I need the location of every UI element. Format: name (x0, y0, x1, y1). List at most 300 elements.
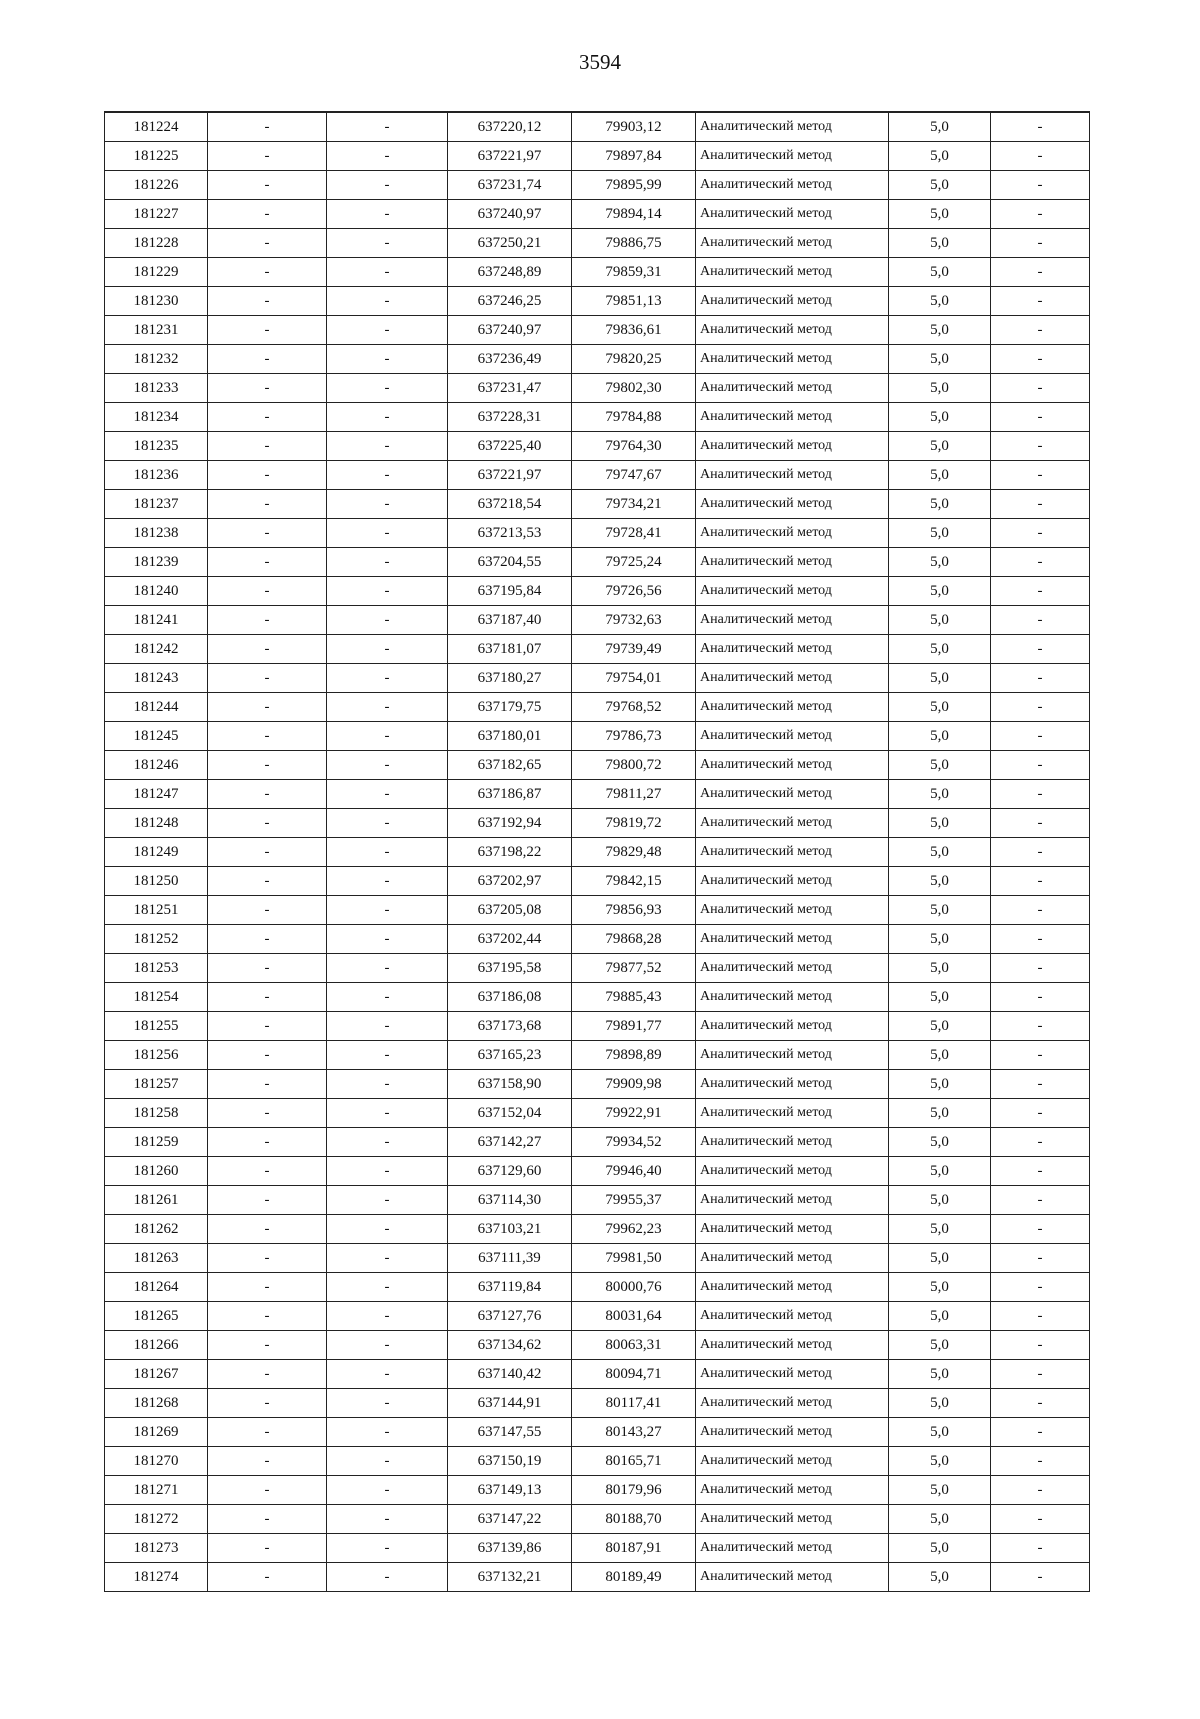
point-number-cell: 181265 (105, 1302, 208, 1331)
empty-cell-1: - (208, 1331, 327, 1360)
empty-cell-3: - (991, 1476, 1090, 1505)
method-cell: Аналитический метод (696, 867, 889, 896)
x-coordinate-cell: 637140,42 (448, 1360, 572, 1389)
empty-cell-3: - (991, 374, 1090, 403)
accuracy-cell: 5,0 (889, 200, 991, 229)
y-coordinate-cell: 79851,13 (572, 287, 696, 316)
y-coordinate-cell: 79802,30 (572, 374, 696, 403)
empty-cell-1: - (208, 258, 327, 287)
y-coordinate-cell: 79877,52 (572, 954, 696, 983)
table-row (105, 200, 1090, 229)
y-coordinate-cell: 79732,63 (572, 606, 696, 635)
table-row (105, 432, 1090, 461)
empty-cell-2: - (327, 112, 448, 142)
point-number-cell: 181242 (105, 635, 208, 664)
point-number-cell: 181227 (105, 200, 208, 229)
empty-cell-2: - (327, 171, 448, 200)
accuracy-cell: 5,0 (889, 983, 991, 1012)
empty-cell-1: - (208, 925, 327, 954)
method-cell: Аналитический метод (696, 1302, 889, 1331)
table-row (105, 635, 1090, 664)
table-row (105, 1012, 1090, 1041)
empty-cell-2: - (327, 1070, 448, 1099)
method-cell: Аналитический метод (696, 1447, 889, 1476)
point-number-cell: 181255 (105, 1012, 208, 1041)
y-coordinate-cell: 79886,75 (572, 229, 696, 258)
table-row (105, 1186, 1090, 1215)
empty-cell-2: - (327, 664, 448, 693)
table-row (105, 548, 1090, 577)
empty-cell-3: - (991, 954, 1090, 983)
method-cell: Аналитический метод (696, 1505, 889, 1534)
accuracy-cell: 5,0 (889, 1331, 991, 1360)
empty-cell-2: - (327, 722, 448, 751)
accuracy-cell: 5,0 (889, 577, 991, 606)
y-coordinate-cell: 80179,96 (572, 1476, 696, 1505)
empty-cell-2: - (327, 1186, 448, 1215)
empty-cell-3: - (991, 577, 1090, 606)
table-row (105, 1331, 1090, 1360)
empty-cell-3: - (991, 1215, 1090, 1244)
accuracy-cell: 5,0 (889, 1186, 991, 1215)
empty-cell-2: - (327, 1012, 448, 1041)
empty-cell-2: - (327, 142, 448, 171)
x-coordinate-cell: 637202,44 (448, 925, 572, 954)
empty-cell-2: - (327, 809, 448, 838)
empty-cell-1: - (208, 1186, 327, 1215)
y-coordinate-cell: 80063,31 (572, 1331, 696, 1360)
empty-cell-2: - (327, 287, 448, 316)
table-row (105, 838, 1090, 867)
point-number-cell: 181243 (105, 664, 208, 693)
empty-cell-3: - (991, 1563, 1090, 1592)
y-coordinate-cell: 79728,41 (572, 519, 696, 548)
method-cell: Аналитический метод (696, 112, 889, 142)
point-number-cell: 181249 (105, 838, 208, 867)
accuracy-cell: 5,0 (889, 1273, 991, 1302)
accuracy-cell: 5,0 (889, 1534, 991, 1563)
accuracy-cell: 5,0 (889, 374, 991, 403)
coordinates-table-body (105, 112, 1090, 1592)
x-coordinate-cell: 637150,19 (448, 1447, 572, 1476)
empty-cell-1: - (208, 1302, 327, 1331)
empty-cell-3: - (991, 229, 1090, 258)
empty-cell-1: - (208, 403, 327, 432)
x-coordinate-cell: 637231,74 (448, 171, 572, 200)
empty-cell-1: - (208, 722, 327, 751)
empty-cell-3: - (991, 1099, 1090, 1128)
accuracy-cell: 5,0 (889, 780, 991, 809)
empty-cell-3: - (991, 316, 1090, 345)
table-row (105, 1099, 1090, 1128)
point-number-cell: 181266 (105, 1331, 208, 1360)
y-coordinate-cell: 79981,50 (572, 1244, 696, 1273)
x-coordinate-cell: 637192,94 (448, 809, 572, 838)
y-coordinate-cell: 80000,76 (572, 1273, 696, 1302)
point-number-cell: 181258 (105, 1099, 208, 1128)
empty-cell-3: - (991, 1418, 1090, 1447)
method-cell: Аналитический метод (696, 142, 889, 171)
table-row (105, 112, 1090, 142)
empty-cell-2: - (327, 1447, 448, 1476)
method-cell: Аналитический метод (696, 374, 889, 403)
empty-cell-2: - (327, 1389, 448, 1418)
empty-cell-1: - (208, 316, 327, 345)
empty-cell-2: - (327, 403, 448, 432)
point-number-cell: 181267 (105, 1360, 208, 1389)
method-cell: Аналитический метод (696, 780, 889, 809)
table-row (105, 809, 1090, 838)
accuracy-cell: 5,0 (889, 664, 991, 693)
empty-cell-1: - (208, 664, 327, 693)
table-row (105, 1244, 1090, 1273)
y-coordinate-cell: 79898,89 (572, 1041, 696, 1070)
x-coordinate-cell: 637220,12 (448, 112, 572, 142)
empty-cell-1: - (208, 635, 327, 664)
empty-cell-3: - (991, 751, 1090, 780)
empty-cell-1: - (208, 954, 327, 983)
point-number-cell: 181252 (105, 925, 208, 954)
point-number-cell: 181274 (105, 1563, 208, 1592)
empty-cell-1: - (208, 1099, 327, 1128)
table-row (105, 606, 1090, 635)
empty-cell-3: - (991, 171, 1090, 200)
method-cell: Аналитический метод (696, 1215, 889, 1244)
method-cell: Аналитический метод (696, 693, 889, 722)
method-cell: Аналитический метод (696, 1273, 889, 1302)
method-cell: Аналитический метод (696, 1244, 889, 1273)
y-coordinate-cell: 79819,72 (572, 809, 696, 838)
empty-cell-3: - (991, 896, 1090, 925)
y-coordinate-cell: 79922,91 (572, 1099, 696, 1128)
point-number-cell: 181246 (105, 751, 208, 780)
empty-cell-1: - (208, 142, 327, 171)
empty-cell-1: - (208, 1505, 327, 1534)
method-cell: Аналитический метод (696, 171, 889, 200)
empty-cell-3: - (991, 200, 1090, 229)
table-row (105, 867, 1090, 896)
empty-cell-2: - (327, 1041, 448, 1070)
empty-cell-3: - (991, 548, 1090, 577)
method-cell: Аналитический метод (696, 1041, 889, 1070)
table-row (105, 519, 1090, 548)
point-number-cell: 181254 (105, 983, 208, 1012)
x-coordinate-cell: 637103,21 (448, 1215, 572, 1244)
x-coordinate-cell: 637132,21 (448, 1563, 572, 1592)
x-coordinate-cell: 637195,84 (448, 577, 572, 606)
empty-cell-2: - (327, 1418, 448, 1447)
y-coordinate-cell: 79955,37 (572, 1186, 696, 1215)
empty-cell-2: - (327, 983, 448, 1012)
method-cell: Аналитический метод (696, 258, 889, 287)
accuracy-cell: 5,0 (889, 1128, 991, 1157)
table-row (105, 258, 1090, 287)
empty-cell-1: - (208, 1534, 327, 1563)
point-number-cell: 181260 (105, 1157, 208, 1186)
x-coordinate-cell: 637129,60 (448, 1157, 572, 1186)
empty-cell-1: - (208, 1273, 327, 1302)
empty-cell-1: - (208, 432, 327, 461)
x-coordinate-cell: 637180,01 (448, 722, 572, 751)
empty-cell-3: - (991, 1505, 1090, 1534)
point-number-cell: 181234 (105, 403, 208, 432)
accuracy-cell: 5,0 (889, 635, 991, 664)
point-number-cell: 181247 (105, 780, 208, 809)
x-coordinate-cell: 637147,22 (448, 1505, 572, 1534)
method-cell: Аналитический метод (696, 809, 889, 838)
accuracy-cell: 5,0 (889, 1447, 991, 1476)
point-number-cell: 181229 (105, 258, 208, 287)
accuracy-cell: 5,0 (889, 171, 991, 200)
empty-cell-3: - (991, 838, 1090, 867)
empty-cell-3: - (991, 490, 1090, 519)
accuracy-cell: 5,0 (889, 896, 991, 925)
empty-cell-3: - (991, 1447, 1090, 1476)
x-coordinate-cell: 637202,97 (448, 867, 572, 896)
method-cell: Аналитический метод (696, 896, 889, 925)
empty-cell-2: - (327, 461, 448, 490)
y-coordinate-cell: 79856,93 (572, 896, 696, 925)
accuracy-cell: 5,0 (889, 316, 991, 345)
method-cell: Аналитический метод (696, 1476, 889, 1505)
x-coordinate-cell: 637228,31 (448, 403, 572, 432)
table-row (105, 722, 1090, 751)
y-coordinate-cell: 80117,41 (572, 1389, 696, 1418)
method-cell: Аналитический метод (696, 229, 889, 258)
empty-cell-2: - (327, 1534, 448, 1563)
method-cell: Аналитический метод (696, 1099, 889, 1128)
y-coordinate-cell: 79962,23 (572, 1215, 696, 1244)
x-coordinate-cell: 637182,65 (448, 751, 572, 780)
empty-cell-2: - (327, 374, 448, 403)
empty-cell-3: - (991, 345, 1090, 374)
accuracy-cell: 5,0 (889, 867, 991, 896)
point-number-cell: 181268 (105, 1389, 208, 1418)
point-number-cell: 181250 (105, 867, 208, 896)
table-row (105, 345, 1090, 374)
empty-cell-2: - (327, 577, 448, 606)
table-row (105, 896, 1090, 925)
table-row (105, 577, 1090, 606)
empty-cell-3: - (991, 519, 1090, 548)
accuracy-cell: 5,0 (889, 809, 991, 838)
accuracy-cell: 5,0 (889, 1244, 991, 1273)
table-row (105, 925, 1090, 954)
empty-cell-2: - (327, 925, 448, 954)
method-cell: Аналитический метод (696, 287, 889, 316)
accuracy-cell: 5,0 (889, 693, 991, 722)
y-coordinate-cell: 80187,91 (572, 1534, 696, 1563)
point-number-cell: 181251 (105, 896, 208, 925)
y-coordinate-cell: 79800,72 (572, 751, 696, 780)
accuracy-cell: 5,0 (889, 287, 991, 316)
method-cell: Аналитический метод (696, 1389, 889, 1418)
table-row (105, 287, 1090, 316)
empty-cell-3: - (991, 780, 1090, 809)
accuracy-cell: 5,0 (889, 519, 991, 548)
y-coordinate-cell: 79891,77 (572, 1012, 696, 1041)
point-number-cell: 181236 (105, 461, 208, 490)
empty-cell-3: - (991, 606, 1090, 635)
point-number-cell: 181272 (105, 1505, 208, 1534)
point-number-cell: 181240 (105, 577, 208, 606)
x-coordinate-cell: 637149,13 (448, 1476, 572, 1505)
x-coordinate-cell: 637127,76 (448, 1302, 572, 1331)
y-coordinate-cell: 79946,40 (572, 1157, 696, 1186)
method-cell: Аналитический метод (696, 1563, 889, 1592)
y-coordinate-cell: 79859,31 (572, 258, 696, 287)
method-cell: Аналитический метод (696, 200, 889, 229)
table-row (105, 142, 1090, 171)
table-row (105, 1302, 1090, 1331)
table-row (105, 1534, 1090, 1563)
empty-cell-2: - (327, 1273, 448, 1302)
empty-cell-3: - (991, 1186, 1090, 1215)
empty-cell-2: - (327, 780, 448, 809)
table-row (105, 1563, 1090, 1592)
empty-cell-3: - (991, 287, 1090, 316)
x-coordinate-cell: 637119,84 (448, 1273, 572, 1302)
empty-cell-1: - (208, 1476, 327, 1505)
page-number: 3594 (579, 50, 621, 74)
empty-cell-3: - (991, 1070, 1090, 1099)
empty-cell-3: - (991, 258, 1090, 287)
empty-cell-1: - (208, 751, 327, 780)
empty-cell-2: - (327, 954, 448, 983)
empty-cell-3: - (991, 635, 1090, 664)
y-coordinate-cell: 80143,27 (572, 1418, 696, 1447)
accuracy-cell: 5,0 (889, 722, 991, 751)
y-coordinate-cell: 79739,49 (572, 635, 696, 664)
empty-cell-2: - (327, 1360, 448, 1389)
accuracy-cell: 5,0 (889, 751, 991, 780)
empty-cell-1: - (208, 1012, 327, 1041)
empty-cell-3: - (991, 1244, 1090, 1273)
y-coordinate-cell: 79897,84 (572, 142, 696, 171)
empty-cell-1: - (208, 693, 327, 722)
empty-cell-1: - (208, 1418, 327, 1447)
empty-cell-1: - (208, 1447, 327, 1476)
accuracy-cell: 5,0 (889, 954, 991, 983)
y-coordinate-cell: 79734,21 (572, 490, 696, 519)
empty-cell-3: - (991, 432, 1090, 461)
table-row (105, 1070, 1090, 1099)
table-row (105, 780, 1090, 809)
empty-cell-3: - (991, 925, 1090, 954)
accuracy-cell: 5,0 (889, 1157, 991, 1186)
accuracy-cell: 5,0 (889, 1360, 991, 1389)
table-row (105, 171, 1090, 200)
empty-cell-3: - (991, 693, 1090, 722)
empty-cell-3: - (991, 809, 1090, 838)
point-number-cell: 181233 (105, 374, 208, 403)
x-coordinate-cell: 637248,89 (448, 258, 572, 287)
y-coordinate-cell: 79786,73 (572, 722, 696, 751)
x-coordinate-cell: 637134,62 (448, 1331, 572, 1360)
x-coordinate-cell: 637246,25 (448, 287, 572, 316)
empty-cell-1: - (208, 229, 327, 258)
empty-cell-3: - (991, 722, 1090, 751)
x-coordinate-cell: 637225,40 (448, 432, 572, 461)
empty-cell-2: - (327, 1128, 448, 1157)
empty-cell-1: - (208, 171, 327, 200)
empty-cell-2: - (327, 606, 448, 635)
method-cell: Аналитический метод (696, 432, 889, 461)
point-number-cell: 181273 (105, 1534, 208, 1563)
method-cell: Аналитический метод (696, 577, 889, 606)
x-coordinate-cell: 637195,58 (448, 954, 572, 983)
empty-cell-2: - (327, 1244, 448, 1273)
table-row (105, 664, 1090, 693)
method-cell: Аналитический метод (696, 722, 889, 751)
x-coordinate-cell: 637139,86 (448, 1534, 572, 1563)
accuracy-cell: 5,0 (889, 925, 991, 954)
y-coordinate-cell: 80188,70 (572, 1505, 696, 1534)
point-number-cell: 181238 (105, 519, 208, 548)
method-cell: Аналитический метод (696, 751, 889, 780)
x-coordinate-cell: 637240,97 (448, 200, 572, 229)
coordinates-table (104, 111, 1090, 1592)
empty-cell-3: - (991, 142, 1090, 171)
empty-cell-1: - (208, 867, 327, 896)
empty-cell-1: - (208, 1360, 327, 1389)
x-coordinate-cell: 637213,53 (448, 519, 572, 548)
y-coordinate-cell: 79747,67 (572, 461, 696, 490)
empty-cell-2: - (327, 519, 448, 548)
x-coordinate-cell: 637250,21 (448, 229, 572, 258)
empty-cell-1: - (208, 1041, 327, 1070)
x-coordinate-cell: 637186,08 (448, 983, 572, 1012)
x-coordinate-cell: 637111,39 (448, 1244, 572, 1273)
method-cell: Аналитический метод (696, 1534, 889, 1563)
y-coordinate-cell: 80189,49 (572, 1563, 696, 1592)
empty-cell-1: - (208, 809, 327, 838)
empty-cell-3: - (991, 983, 1090, 1012)
point-number-cell: 181259 (105, 1128, 208, 1157)
x-coordinate-cell: 637144,91 (448, 1389, 572, 1418)
accuracy-cell: 5,0 (889, 1070, 991, 1099)
table-row (105, 1215, 1090, 1244)
method-cell: Аналитический метод (696, 519, 889, 548)
table-row (105, 1389, 1090, 1418)
empty-cell-1: - (208, 896, 327, 925)
empty-cell-2: - (327, 258, 448, 287)
x-coordinate-cell: 637204,55 (448, 548, 572, 577)
empty-cell-2: - (327, 432, 448, 461)
x-coordinate-cell: 637236,49 (448, 345, 572, 374)
empty-cell-1: - (208, 577, 327, 606)
method-cell: Аналитический метод (696, 1070, 889, 1099)
accuracy-cell: 5,0 (889, 1302, 991, 1331)
accuracy-cell: 5,0 (889, 606, 991, 635)
point-number-cell: 181231 (105, 316, 208, 345)
y-coordinate-cell: 79894,14 (572, 200, 696, 229)
empty-cell-3: - (991, 403, 1090, 432)
accuracy-cell: 5,0 (889, 1099, 991, 1128)
accuracy-cell: 5,0 (889, 1476, 991, 1505)
empty-cell-2: - (327, 1563, 448, 1592)
point-number-cell: 181264 (105, 1273, 208, 1302)
y-coordinate-cell: 79868,28 (572, 925, 696, 954)
empty-cell-3: - (991, 1389, 1090, 1418)
y-coordinate-cell: 80031,64 (572, 1302, 696, 1331)
empty-cell-1: - (208, 1157, 327, 1186)
accuracy-cell: 5,0 (889, 258, 991, 287)
accuracy-cell: 5,0 (889, 142, 991, 171)
x-coordinate-cell: 637198,22 (448, 838, 572, 867)
method-cell: Аналитический метод (696, 954, 889, 983)
point-number-cell: 181248 (105, 809, 208, 838)
